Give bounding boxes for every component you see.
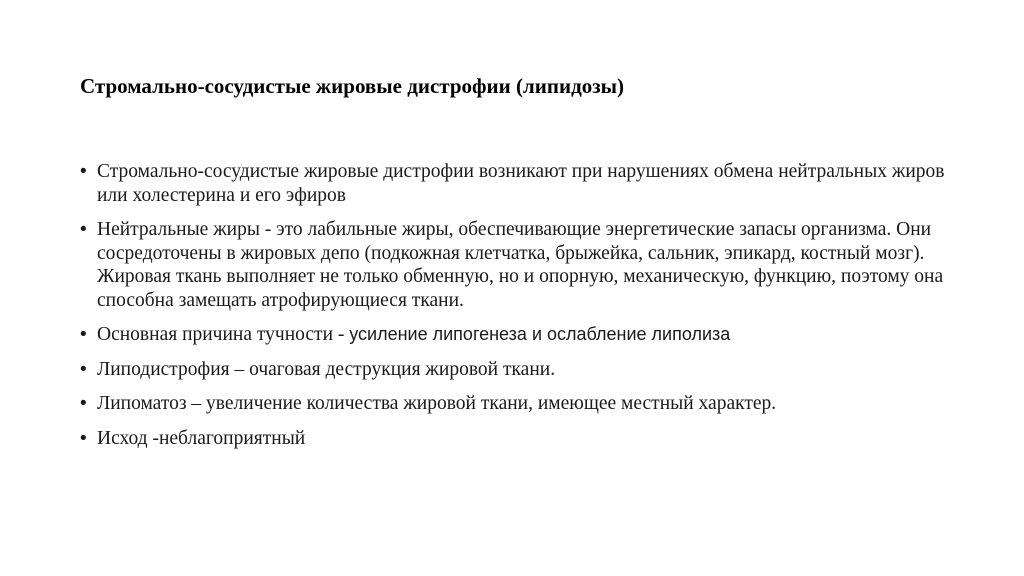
list-item: [80, 218, 960, 312]
list-item-text-sans: усиление липогенеза и ослабление липолиза: [349, 324, 731, 344]
bullet-marker: •: [80, 219, 87, 240]
list-item: [80, 358, 960, 382]
bullet-marker: •: [80, 393, 87, 414]
bullet-marker: •: [80, 427, 87, 449]
list-item-text: Основная причина тучности -: [97, 324, 350, 345]
list-item: [80, 323, 960, 347]
list-item-text: Липодистрофия – очаговая деструкция жировой ткани.: [97, 358, 556, 380]
slide-title: Стромально-сосудистые жировые дистрофии (липидозы): [80, 74, 625, 98]
bullet-marker: •: [80, 324, 87, 345]
list-item: [80, 160, 960, 207]
list-item-text: Нейтральные жиры - это лабильные жиры, обеспечивающие энергетические запасы организма. Они сосредоточены в жировых депо (подкожная клетчатка, брыжейка, сальник, эпикард, костный мозг). Жировая ткань выполняет не только обменную, но и опорную, механическую, функцию, поэтому она способна замещать атрофирующиеся ткани.: [97, 219, 944, 311]
list-item-text: Стромально-сосудистые жировые дистрофии возникают при нарушениях обмена нейтральных жиров или холестерина и его эфиров: [97, 161, 945, 206]
list-item-text: Исход -неблагоприятный: [97, 427, 306, 449]
list-item: [80, 427, 960, 451]
bullet-marker: •: [80, 161, 87, 182]
bullet-marker: •: [80, 358, 87, 380]
bullet-list: [80, 160, 960, 461]
list-item-text: Липоматоз – увеличение количества жировой ткани, имеющее местный характер.: [97, 393, 777, 414]
list-item: [80, 392, 960, 416]
